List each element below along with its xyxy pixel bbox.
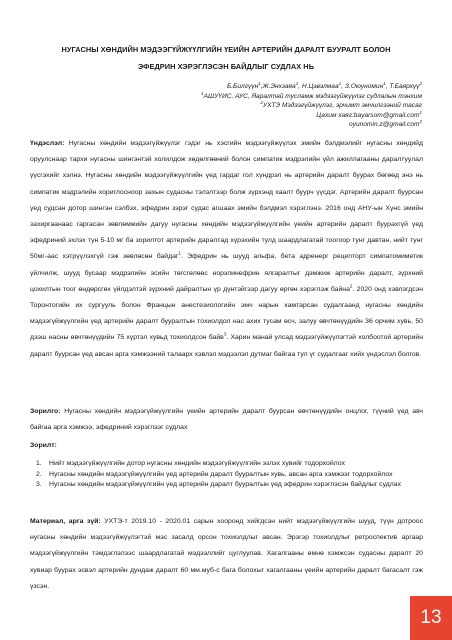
author-block: [62, 82, 422, 130]
objective-item: 2. Нугасны хөндийн мэдээгүйжүүлгийн үед артерийн даралт бууралтын хувь, авсан арга хэмжээг тодорхойлох: [36, 470, 393, 478]
objectives-heading: Зорилт:: [30, 442, 57, 449]
affiliation-1: $^1$АШУҮИС, АУС, Яаралтай тусламж мэдээгүйжүүлэг судлалын тэнхим: [201, 90, 422, 100]
objective-item: 3. Нугасны хөндийн мэдээгүйжүүлгийн үед артерийн даралт бууралтын үед эфедрин хэрэглэсэн байдлыг судлах: [36, 481, 401, 489]
methods-label: Материал, арга зүй:: [30, 518, 101, 525]
goal-paragraph: Зорилго: Нугасны хөндийн мэдээгүйжүүлгийн үеийн артерийн даралт буурсан өвчтөнүүдийн онцлог, түүний үед авч байгаа арга хэмжээ, эфедриний хэрэглээг судлах: [30, 408, 423, 432]
rationale-label: Үндэслэл:: [30, 140, 65, 147]
goal-label: Зорилго:: [30, 408, 61, 415]
title-line-2: ЭФЕДРИН ХЭРЭГЛЭСЭН БАЙДЛЫГ СУДЛАХ НЬ: [137, 62, 315, 71]
affiliation-2: $^2$УХТЭ Мэдээгүйжүүлэг, эрчимт эмчилгээний тасаг: [260, 100, 422, 110]
paper-title: [30, 41, 422, 75]
methods-paragraph: Материал, арга зүй: УХТЭ-т 2019.10 - 2020.01 сарын хооронд хийгдсэн нийт мэдээгүйжүүлгийн шууд, түүн дотроос нугасны хөндийн мэдээгүйжүүлэгтэй мэс засалд орсон тохиолдлыг авсан. Эрэгэр тохиолдлыг ретроспектив аргаар мэдээгүйжүүлгийн тэмдэглэлээс шаардлагатай мэдээллийг цуглуулав. Хагалгааны өмнө хэмжсэн судасны даралт 20 хувиар буурах эсвэл артерийн дундаж даралт 60 мм.муб-с бага болохыг хагалгааны үеийн артерийн даралт багасалт гэж үзсэн.: [30, 518, 423, 590]
objective-item: 1. Нийт мэдээгүйжүүлгийн дотор нугасны хөндийн мэдээгүйжүүлгийн эзлэх хувийг тодорхойлох: [36, 460, 345, 467]
author-names: Б.Билгүүн$^1$,Ж.Энхзаяа$^1$, Н.Цэвэлмаа$^1$, З.Оюуномин$^1$, Т.Баярхүү$^2$: [226, 80, 422, 90]
title-line-1: НУГАСНЫ ХӨНДИЙН МЭДЭЭГҮЙЖҮҮЛГИЙН ҮЕИЙН АРТЕРИЙН ДАРАЛТ БУУРАЛТ БОЛОН: [61, 45, 391, 54]
objectives-list: [36, 459, 423, 491]
rationale-paragraph: Үндэслэл: Нугасны хөндийн мэдээгүйжүүлэг гэдэг нь хэсгийн мэдээгүйжүүлэх эмийн бэлдмэлийг нугасны хөндийд оруулснаар тархи нугасны шингэнтэй холилдож хөдөлгөөний болон симпатик мэдрэлийн үйл ажиллагааны даралтуулал үүсгэхийг хэлнэ. Нугасны хөндийн мэдээгүйжүүлгийн үед гардаг гол хүндрэл нь артерийн даралт буурах бөгөөд энэ нь симпатик мэдрэлийн хориглосноор захын судасны тэлэлтээр болж зүрхэнд хаалт буурч үүсдэг. Артерийн даралт буурсан үед судсан дотор шингэн сэлбэх, эфедрин зэрэг судас агшаах эмийн бэлдмэл хэрэглэнэ. 2016 онд АНУ-ын Хүнс эмийн захиргаанаас гаргасан зөвлөмжийн дагуу нугасны хөндийн мэдээгүйжүүлгийн үеийн артерийн даралт буурахгүй үед эфедриний эхлэх тун 5-10 мг ба зорилтот артерийн даралтад хүрэхийн тулд шаардлагатай тоогоор тунг давтан, нийт тунг 50мг-аас хэтрүүлэхгүй гэж зөвлөсөн байдаг$^1$. Эфедрин нь шууд альфа, бета адренерг рецепторт симпатомиметик үйлчилж, шууд бусаар мэдрэлийн эсийн төгсгөлөөс норэпинефрин ялгаралтыг дэмжиж артерийн даралт, зүрхний цохилтын тоог өндөрсгөх үйлдэлтэй зүрхний дайралтын үр дүнтэйгээр дагуу өргөн хэрэглэж байна$^2$. 2020 онд хэвлэгдсэн Торонтогийн их сургууль болон Францын анестезиологийн эмч нарын хамтарсан судалгаанд нугасны хөндийн мэдээгүйжүүлгийн үед артерийн даралт бууралтын тохиолдол нас ахих тусам өсч, залуу өвчтөнүүдийн 36 орчим хувь, 50 дээш насны өвчтөнүүдийн 75 хүртэл хувьд тохиолдсон байв$^3$. Харин манай улсад мэдээгүйжүүлэгтэй холбоотой артерийн даралт буурсан үед авсан арга хэмжээний талаарх хэвлэл мэдээлэл дутмаг байгаа тул үг судалгааг хийх үндэслэл болгов.: [30, 140, 424, 358]
page-number: 13: [410, 596, 452, 640]
contact-email-2: oyunomin.z@gmail.com$^2$: [349, 119, 422, 129]
contact-email-1: Цахим хаяг:bayarsom@gmail.com$^1$: [316, 109, 422, 119]
